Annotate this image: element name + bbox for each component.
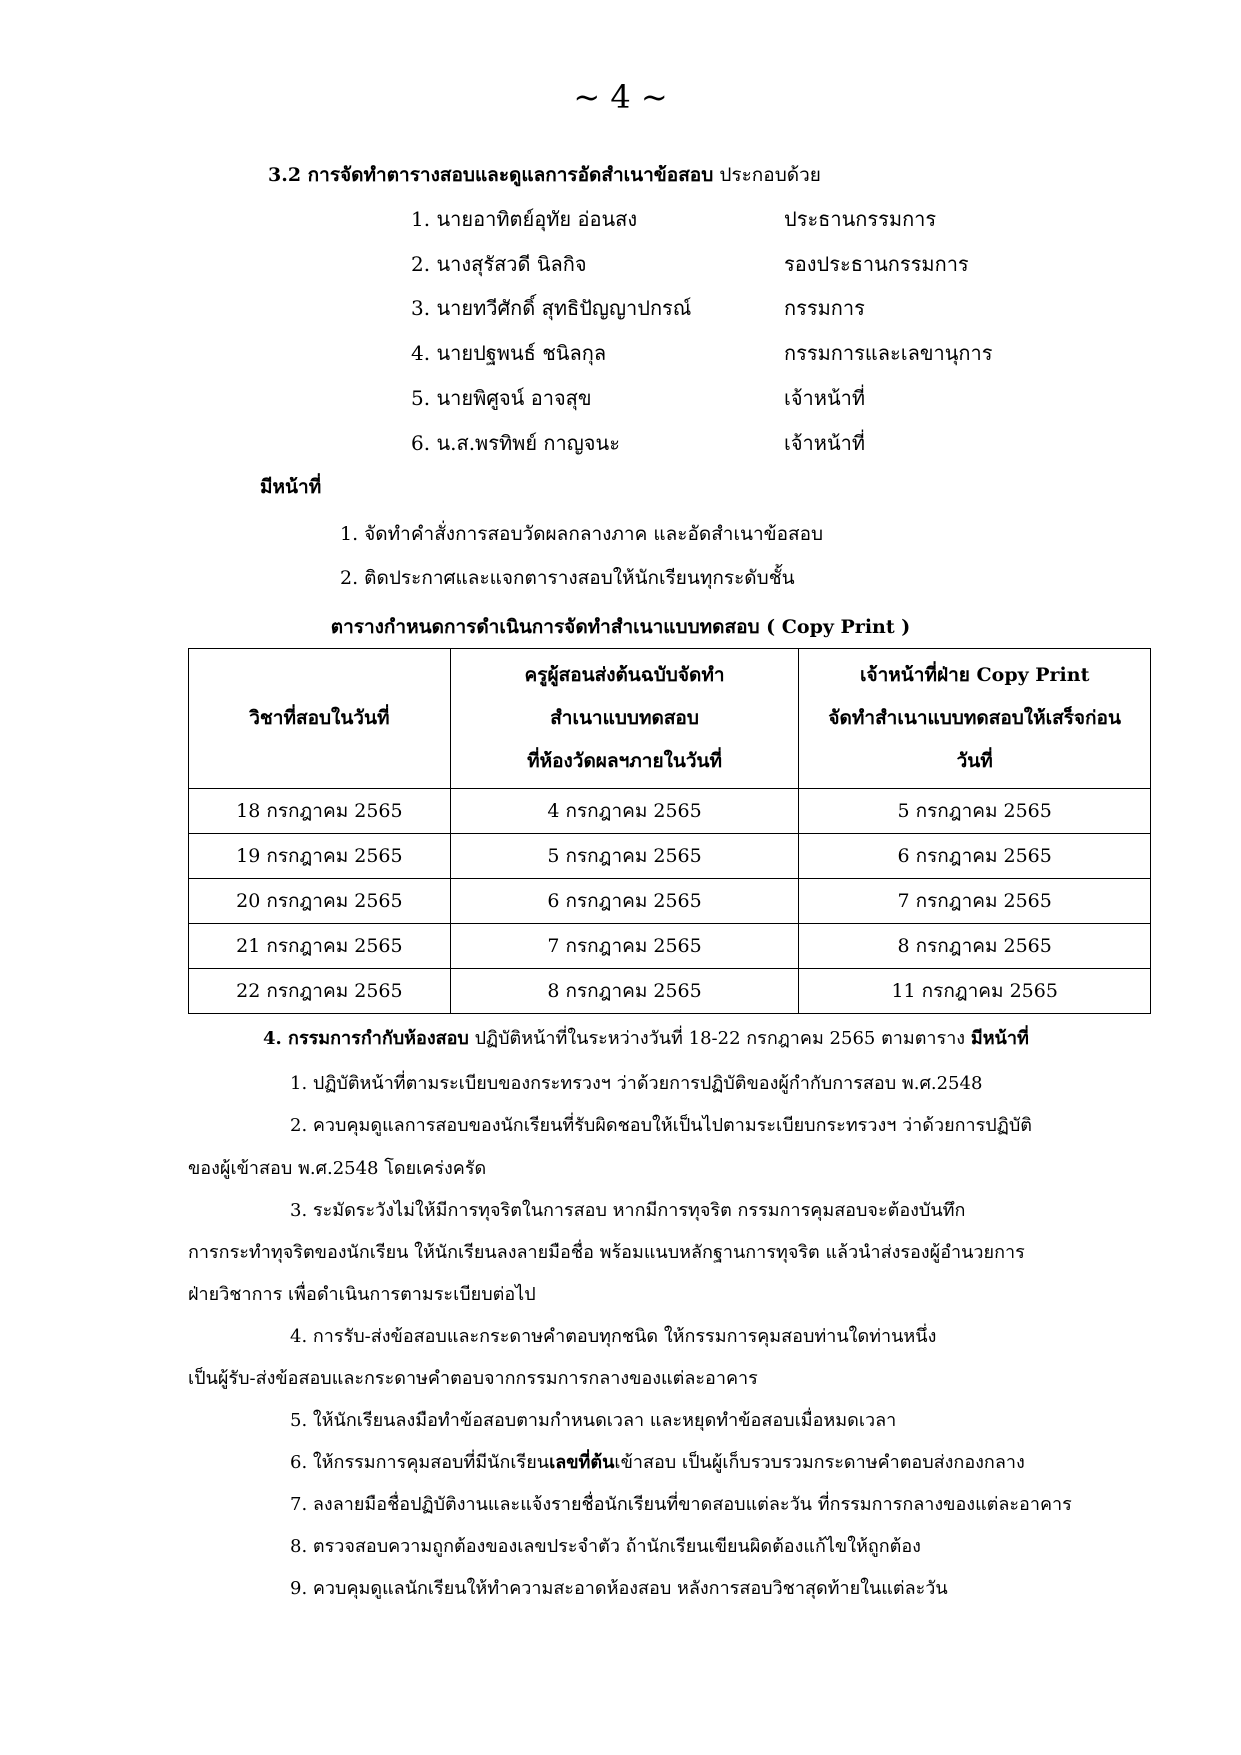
schedule-table — [188, 648, 1151, 1014]
section-4-duty-label: มีหน้าที่ — [970, 1028, 1029, 1049]
header-line: วันที่ — [956, 750, 993, 772]
s4-item-2-line-2: ของผู้เข้าสอบ พ.ศ.2548 โดยเคร่งครัด — [188, 1158, 487, 1179]
s4-item-4-line-2: เป็นผู้รับ-ส่งข้อสอบและกระดาษคำตอบจากกรรมการกลางของแต่ละอาคาร — [188, 1368, 758, 1389]
section-4-heading — [263, 1023, 1029, 1052]
s4-item-5: 5. ให้นักเรียนลงมือทำข้อสอบตามกำหนดเวลา และหยุดทำข้อสอบเมื่อหมดเวลา — [290, 1410, 897, 1431]
header-exam-date — [189, 649, 451, 789]
member-5-role: เจ้าหน้าที่ — [784, 386, 866, 410]
s4-item-6-emphasis: เลขที่ต้น — [549, 1452, 615, 1473]
member-number: 3. — [411, 296, 431, 320]
member-number: 1. — [411, 207, 431, 231]
table-header-row — [189, 649, 1151, 789]
section-3-2-heading — [268, 160, 821, 190]
member-name: นายปฐพนธ์ ชนิลกุล — [436, 341, 607, 365]
member-6 — [411, 427, 620, 459]
s4-item-6 — [290, 1447, 1025, 1476]
header-line: จัดทำสำเนาแบบทดสอบให้เสร็จก่อน — [828, 707, 1121, 729]
member-6-role: เจ้าหน้าที่ — [784, 431, 866, 455]
member-1-role: ประธานกรรมการ — [784, 207, 937, 231]
s4-item-1: 1. ปฏิบัติหน้าที่ตามระเบียบของกระทรวงฯ ว่าด้วยการปฏิบัติของผู้กำกับการสอบ พ.ศ.2548 — [290, 1073, 983, 1094]
member-name: นางสุรัสวดี นิลกิจ — [436, 252, 587, 276]
member-number: 5. — [411, 386, 431, 410]
header-line: ครูผู้สอนส่งต้นฉบับจัดทำ — [524, 664, 725, 686]
member-number: 2. — [411, 252, 431, 276]
table-row — [189, 789, 1151, 834]
table-row — [189, 924, 1151, 969]
member-1 — [411, 203, 637, 235]
s4-item-2-line-1: 2. ควบคุมดูแลการสอบของนักเรียนที่รับผิดชอบให้เป็นไปตามระเบียบกระทรวงฯ ว่าด้วยการปฏิบัติ — [290, 1115, 1032, 1136]
header-copy-date — [799, 649, 1151, 789]
member-name: นายอาทิตย์อุทัย อ่อนสง — [436, 207, 638, 231]
member-4-role: กรรมการและเลขานุการ — [784, 341, 993, 365]
cell-copy-date: 11 กรกฎาคม 2565 — [799, 969, 1151, 1014]
member-4 — [411, 337, 606, 369]
cell-submit-date: 7 กรกฎาคม 2565 — [450, 924, 799, 969]
s4-item-3-line-1: 3. ระมัดระวังไม่ให้มีการทุจริตในการสอบ หากมีการทุจริต กรรมการคุมสอบจะต้องบันทึก — [290, 1200, 966, 1221]
cell-exam-date: 20 กรกฎาคม 2565 — [189, 879, 451, 924]
member-2-role: รองประธานกรรมการ — [784, 252, 969, 276]
s4-item-7: 7. ลงลายมือชื่อปฏิบัติงานและแจ้งรายชื่อนักเรียนที่ขาดสอบแต่ละวัน ที่กรรมการกลางของแต่ละอาคาร — [290, 1494, 1072, 1515]
cell-exam-date: 18 กรกฎาคม 2565 — [189, 789, 451, 834]
member-name: น.ส.พรทิพย์ กาญจนะ — [436, 431, 620, 455]
duties-heading: มีหน้าที่ — [260, 476, 322, 498]
cell-submit-date: 8 กรกฎาคม 2565 — [450, 969, 799, 1014]
member-number: 6. — [411, 431, 431, 455]
table-row — [189, 834, 1151, 879]
member-3 — [411, 292, 691, 324]
member-name: นายทวีศักดิ์ สุทธิปัญญาปกรณ์ — [436, 296, 692, 320]
s4-item-6-pre: 6. ให้กรรมการคุมสอบที่มีนักเรียน — [290, 1452, 550, 1473]
s4-item-8: 8. ตรวจสอบความถูกต้องของเลขประจำตัว ถ้านักเรียนเขียนผิดต้องแก้ไขให้ถูกต้อง — [290, 1536, 921, 1557]
s4-item-3-line-3: ฝ่ายวิชาการ เพื่อดำเนินการตามระเบียบต่อไป — [188, 1284, 536, 1305]
page-number: ~ 4 ~ — [573, 78, 668, 116]
s4-item-9: 9. ควบคุมดูแลนักเรียนให้ทำความสะอาดห้องสอบ หลังการสอบวิชาสุดท้ายในแต่ละวัน — [290, 1578, 948, 1599]
cell-exam-date: 21 กรกฎาคม 2565 — [189, 924, 451, 969]
s4-item-6-post: เข้าสอบ เป็นผู้เก็บรวบรวมกระดาษคำตอบส่งกองกลาง — [614, 1452, 1025, 1473]
header-submit-date — [450, 649, 799, 789]
header-line: ที่ห้องวัดผลฯภายในวันที่ — [527, 750, 723, 772]
duty-2: 2. ติดประกาศและแจกตารางสอบให้นักเรียนทุกระดับชั้น — [340, 567, 795, 589]
s4-item-3-line-2: การกระทำทุจริตของนักเรียน ให้นักเรียนลงลายมือชื่อ พร้อมแนบหลักฐานการทุจริต แล้วนำส่งรองผู้อำนวยการ — [188, 1242, 1025, 1263]
section-3-2-title-suffix: ประกอบด้วย — [713, 164, 821, 186]
cell-submit-date: 4 กรกฎาคม 2565 — [450, 789, 799, 834]
cell-submit-date: 6 กรกฎาคม 2565 — [450, 879, 799, 924]
member-name: นายพิศูจน์ อาจสุข — [436, 386, 592, 410]
table-row — [189, 879, 1151, 924]
cell-copy-date: 7 กรกฎาคม 2565 — [799, 879, 1151, 924]
cell-exam-date: 22 กรกฎาคม 2565 — [189, 969, 451, 1014]
cell-exam-date: 19 กรกฎาคม 2565 — [189, 834, 451, 879]
member-3-role: กรรมการ — [784, 296, 865, 320]
member-number: 4. — [411, 341, 431, 365]
member-2 — [411, 248, 587, 280]
cell-copy-date: 6 กรกฎาคม 2565 — [799, 834, 1151, 879]
cell-submit-date: 5 กรกฎาคม 2565 — [450, 834, 799, 879]
section-4-title-rest: ปฏิบัติหน้าที่ในระหว่างวันที่ 18-22 กรกฎาคม 2565 ตามตาราง — [468, 1028, 971, 1049]
table-title: ตารางกำหนดการดำเนินการจัดทำสำเนาแบบทดสอบ ( Copy Print ) — [330, 616, 911, 638]
duty-1: 1. จัดทำคำสั่งการสอบวัดผลกลางภาค และอัดสำเนาข้อสอบ — [340, 523, 824, 545]
header-line: สำเนาแบบทดสอบ — [550, 707, 699, 729]
cell-copy-date: 8 กรกฎาคม 2565 — [799, 924, 1151, 969]
header-line: เจ้าหน้าที่ฝ่าย Copy Print — [859, 664, 1090, 686]
section-3-2-title: 3.2 การจัดทำตารางสอบและดูแลการอัดสำเนาข้อสอบ — [268, 164, 714, 186]
section-4-title: 4. กรรมการกำกับห้องสอบ — [263, 1028, 469, 1049]
table-row — [189, 969, 1151, 1014]
cell-copy-date: 5 กรกฎาคม 2565 — [799, 789, 1151, 834]
member-5 — [411, 382, 592, 414]
header-label: วิชาที่สอบในวันที่ — [249, 707, 390, 729]
s4-item-4-line-1: 4. การรับ-ส่งข้อสอบและกระดาษคำตอบทุกชนิด ให้กรรมการคุมสอบท่านใดท่านหนึ่ง — [290, 1326, 937, 1347]
